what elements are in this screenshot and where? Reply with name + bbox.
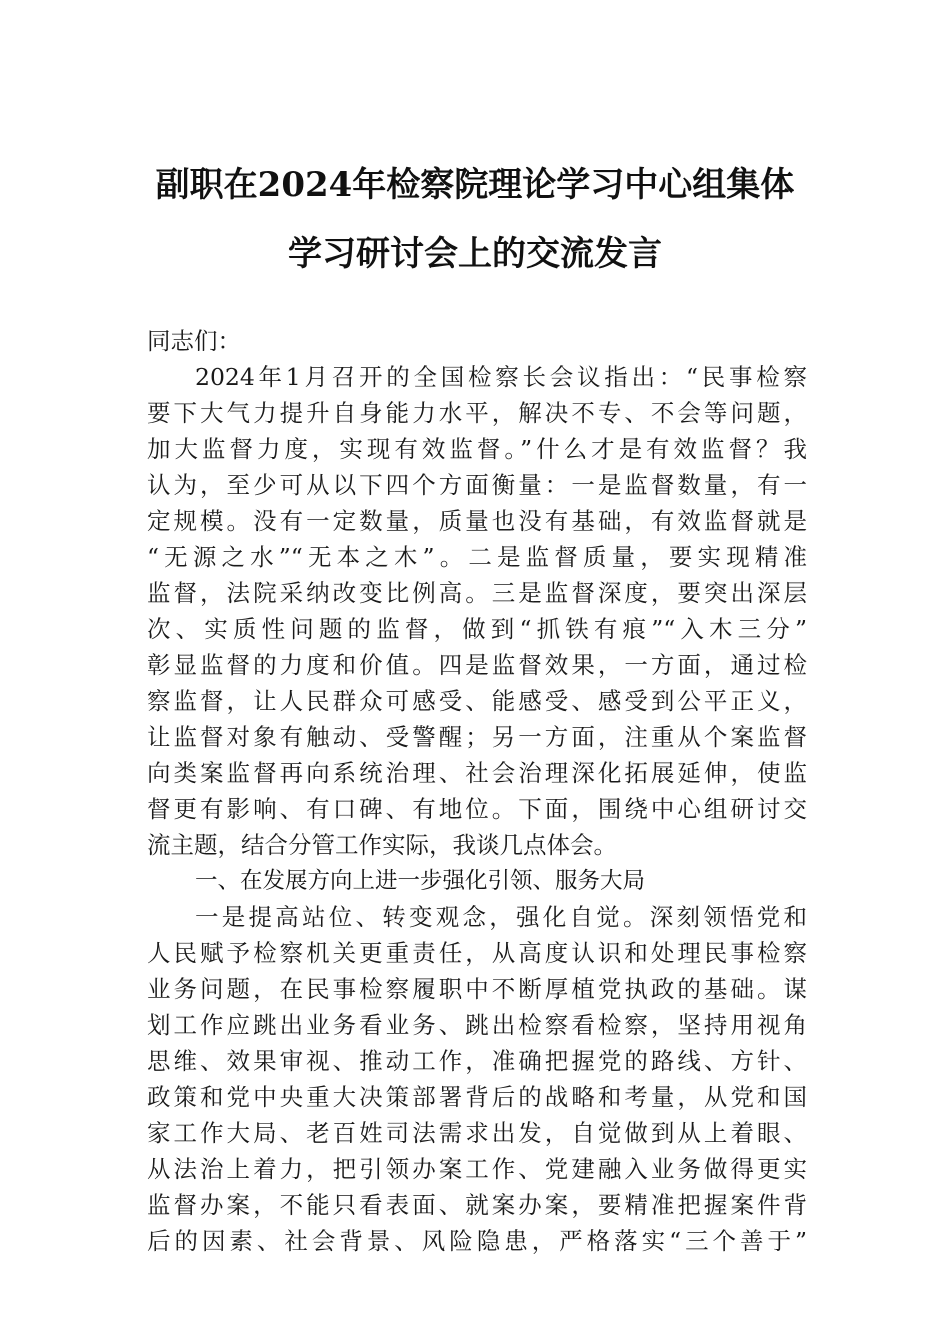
paragraph-2-line: 业务问题，在民事检察履职中不断厚植党执政的基础。谋 <box>147 975 807 1003</box>
paragraph-2-line: 划工作应跳出业务看业务、跳出检察看检察，坚持用视角 <box>147 1011 807 1039</box>
paragraph-1-line: 2024年1月召开的全国检察长会议指出：“民事检察 <box>195 363 807 391</box>
paragraph-2-line: 人民赋予检察机关更重责任，从高度认识和处理民事检察 <box>147 939 807 967</box>
salutation: 同志们： <box>147 327 241 355</box>
paragraph-1-line: 定规模。没有一定数量，质量也没有基础，有效监督就是 <box>147 507 807 535</box>
paragraph-1-line: 认为，至少可从以下四个方面衡量：一是监督数量，有一 <box>147 471 807 499</box>
paragraph-1-line: 向类案监督再向系统治理、社会治理深化拓展延伸，使监 <box>147 759 807 787</box>
paragraph-2-line: 一是提高站位、转变观念，强化自觉。深刻领悟党和 <box>195 903 807 931</box>
paragraph-1-line: “无源之水”“无本之木”。二是监督质量，要实现精准 <box>147 543 807 571</box>
paragraph-1-line: 次、实质性问题的监督，做到“抓铁有痕”“入木三分” <box>147 615 807 643</box>
paragraph-1-line: 加大监督力度，实现有效监督。”什么才是有效监督？我 <box>147 435 807 463</box>
document-body <box>147 323 807 1259</box>
paragraph-1-line: 让监督对象有触动、受警醒；另一方面，注重从个案监督 <box>147 723 807 751</box>
paragraph-1-line: 督更有影响、有口碑、有地位。下面，围绕中心组研讨交 <box>147 795 807 823</box>
paragraph-2-line: 后的因素、社会背景、风险隐患，严格落实“三个善于” <box>147 1227 807 1255</box>
paragraph-1-line: 彰显监督的力度和价值。四是监督效果，一方面，通过检 <box>147 651 807 679</box>
document-title-line-1: 副职在2024年检察院理论学习中心组集体 <box>155 165 795 205</box>
paragraph-2-line: 监督办案，不能只看表面、就案办案，要精准把握案件背 <box>147 1191 807 1219</box>
paragraph-1-line: 流主题，结合分管工作实际，我谈几点体会。 <box>147 831 617 859</box>
section-heading-1: 一、在发展方向上进一步强化引领、服务大局 <box>195 868 646 894</box>
paragraph-2-line: 政策和党中央重大决策部署背后的战略和考量，从党和国 <box>147 1083 807 1111</box>
paragraph-2-line: 家工作大局、老百姓司法需求出发，自觉做到从上着眼、 <box>147 1119 807 1147</box>
paragraph-1-line: 要下大气力提升自身能力水平，解决不专、不会等问题， <box>147 399 807 427</box>
paragraph-2-line: 思维、效果审视、推动工作，准确把握党的路线、方针、 <box>147 1047 807 1075</box>
paragraph-2-line: 从法治上着力，把引领办案工作、党建融入业务做得更实 <box>147 1155 807 1183</box>
paragraph-1-line: 监督，法院采纳改变比例高。三是监督深度，要突出深层 <box>147 579 807 607</box>
document-title-line-2: 学习研讨会上的交流发言 <box>288 234 662 274</box>
paragraph-1-line: 察监督，让人民群众可感受、能感受、感受到公平正义， <box>147 687 807 715</box>
